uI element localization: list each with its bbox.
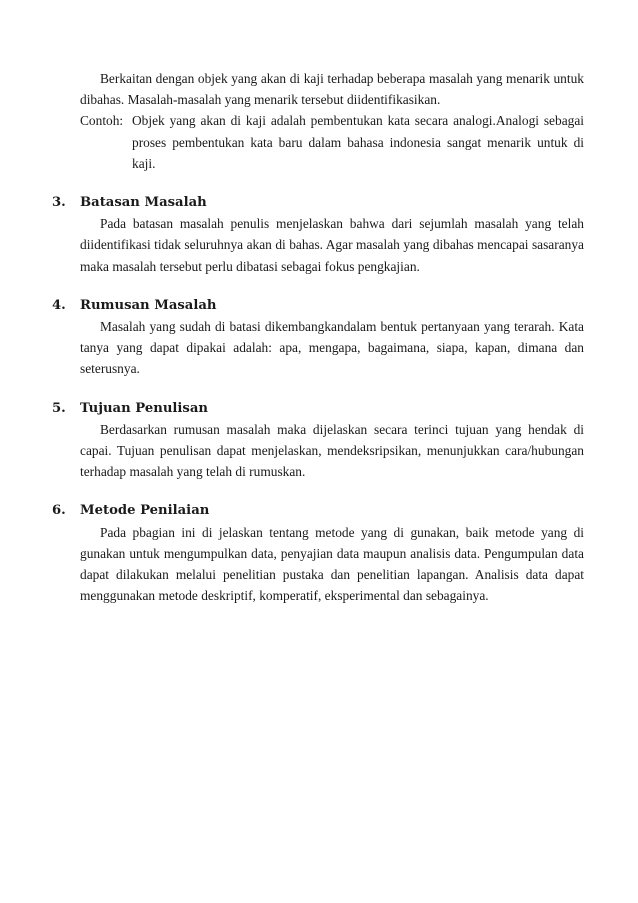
section-rumusan-masalah	[52, 295, 584, 380]
section-paragraph: Pada batasan masalah penulis menjelaskan bahwa dari sejumlah masalah yang telah diidentifikasi tidak seluruhnya akan di bahas. Agar masalah yang dibahas mencapai sasaranya maka masalah tersebut perlu dibatasi sebagai fokus pengkajian.	[80, 216, 584, 274]
section-batasan-masalah	[52, 192, 584, 277]
section-heading	[52, 192, 584, 213]
contoh-text: Objek yang akan di kaji adalah pembentukan kata secara analogi.Analogi sebagai proses pembentukan kata baru dalam bahasa indonesia sangat menarik untuk di kaji.	[132, 113, 584, 171]
section-body	[80, 316, 584, 380]
section-number: 3.	[52, 195, 66, 211]
intro-block	[80, 68, 584, 174]
section-body	[80, 522, 584, 607]
section-number: 5.	[52, 400, 66, 416]
section-body	[80, 419, 584, 483]
contoh-block	[80, 110, 584, 174]
section-number: 6.	[52, 503, 66, 519]
section-title: Tujuan Penulisan	[80, 400, 208, 416]
section-paragraph: Berdasarkan rumusan masalah maka dijelaskan secara terinci tujuan yang hendak di capai. Tujuan penulisan dapat menjelaskan, mendeksripsikan, menunjukkan cara/hubungan terhadap masalah yang telah di rumuskan.	[80, 421, 584, 480]
section-title: Rumusan Masalah	[80, 297, 217, 313]
section-heading	[52, 295, 584, 316]
section-heading	[52, 500, 584, 521]
section-metode-penilaian	[52, 500, 584, 606]
section-title: Metode Penilaian	[80, 503, 210, 519]
section-number: 4.	[52, 297, 66, 313]
section-paragraph: Masalah yang sudah di batasi dikembangkandalam bentuk pertanyaan yang terarah. Kata tanya yang dapat dipakai adalah: apa, mengapa, bagaimana, siapa, kapan, dimana dan seterusnya.	[80, 319, 584, 377]
intro-paragraph: Berkaitan dengan objek yang akan di kaji terhadap beberapa masalah yang menarik untuk dibahas. Masalah-masalah yang menarik tersebut diidentifikasikan.	[80, 71, 584, 108]
section-body	[80, 213, 584, 277]
contoh-label: Contoh:	[80, 113, 124, 129]
document-content	[52, 68, 584, 606]
section-title: Batasan Masalah	[80, 195, 207, 211]
section-paragraph: Pada pbagian ini di jelaskan tentang metode yang di gunakan, baik metode yang di gunakan untuk mengumpulkan data, penyajian data maupun analisis data. Pengumpulan data dapat dilakukan melalui penelitian pustaka dan penelitian lapangan. Analisis data dapat menggunakan metode deskriptif, komperatif, eksperimental dan sebagainya.	[80, 524, 584, 604]
section-heading	[52, 398, 584, 419]
section-tujuan-penulisan	[52, 398, 584, 483]
